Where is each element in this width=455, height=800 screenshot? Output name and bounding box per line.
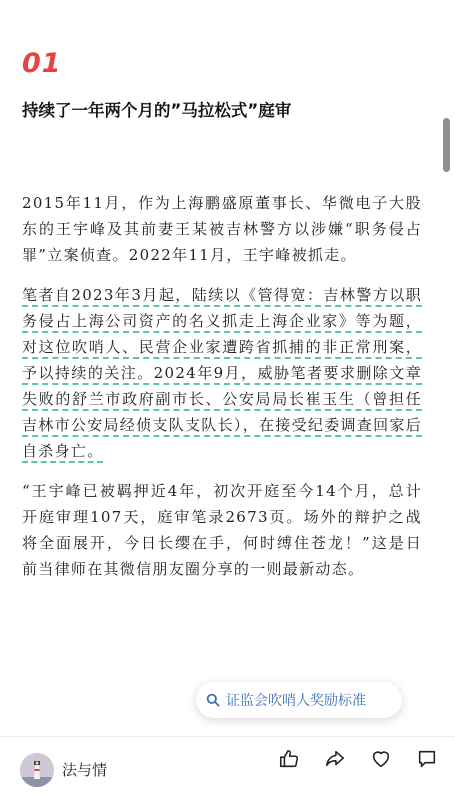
like-button[interactable]	[277, 747, 301, 771]
search-suggestion-chip[interactable]	[196, 682, 402, 718]
bottom-action-bar	[0, 736, 455, 800]
article-body	[22, 190, 422, 596]
paragraph-3: “王宇峰已被羁押近4年，初次开庭至今14个月，总计开庭审理107天，庭审笔录2673页。场外的辩护之战将全面展开，今日长缨在手，何时缚住苍龙！”这是日前当律师在其微信朋友圈分享的一则最新动态。	[22, 482, 422, 578]
scrollbar[interactable]	[443, 118, 450, 172]
paragraph-2[interactable]: 笔者自2023年3月起，陆续以《管得宽：吉林警方以职务侵占上海公司资产的名义抓走上海企业家》等为题，对这位吹哨人、民营企业家遭跨省抓捕的非正常刑案，予以持续的关注。2024年9月，威胁笔者要求删除文章失败的舒兰市政府副市长、公安局局长崔玉生（曾担任吉林市公安局经侦支队支队长），在接受纪委调查回家后自杀身亡。	[22, 286, 423, 460]
paragraph-1: 2015年11月，作为上海鹏盛原董事长、华微电子大股东的王宇峰及其前妻王某被吉林警方以涉嫌“职务侵占罪”立案侦查。2022年11月，王宇峰被抓走。	[22, 194, 422, 264]
comment-button[interactable]	[415, 747, 439, 771]
section-number: 01	[22, 48, 62, 79]
like-icon	[278, 748, 300, 770]
search-suggestion-text: 证监会吹哨人奖励标准	[226, 693, 366, 709]
action-group	[277, 747, 439, 771]
share-button[interactable]	[323, 747, 347, 771]
lighthouse-avatar-icon	[20, 753, 54, 787]
author-name[interactable]: 法与情	[62, 761, 108, 779]
avatar[interactable]	[20, 753, 54, 787]
search-icon	[206, 693, 220, 707]
share-icon	[324, 748, 346, 770]
section-title: 持续了一年两个月的”马拉松式”庭审	[22, 101, 292, 120]
heart-icon	[370, 748, 392, 770]
favorite-button[interactable]	[369, 747, 393, 771]
comment-icon	[416, 748, 438, 770]
